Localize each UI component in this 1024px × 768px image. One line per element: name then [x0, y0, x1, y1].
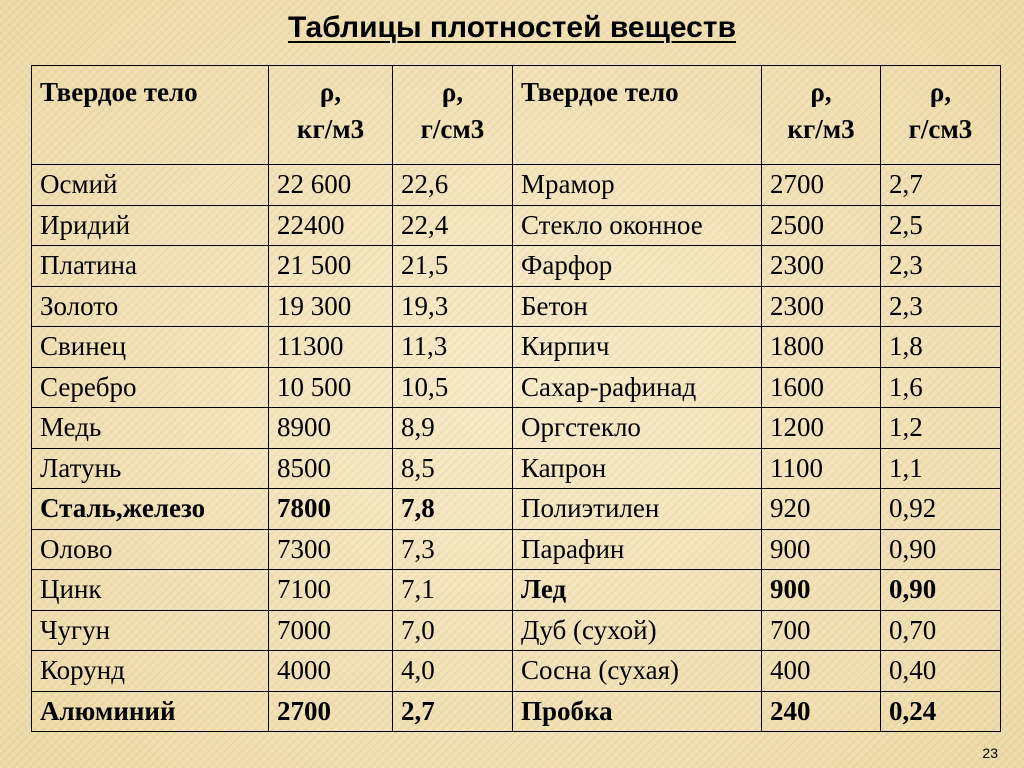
- left-substance-cell: Цинк: [32, 570, 269, 611]
- left-substance-cell: Олово: [32, 529, 269, 570]
- left-density-kg-m3-cell: 4000: [269, 651, 393, 692]
- density-table: [31, 65, 1001, 732]
- left-density-g-cm3-cell: 11,3: [393, 327, 513, 368]
- left-density-kg-m3-cell: 21 500: [269, 246, 393, 287]
- left-density-kg-m3-cell: 19 300: [269, 286, 393, 327]
- right-substance-cell: Пробка: [513, 691, 762, 732]
- header-solid-right: Твердое тело: [513, 66, 762, 165]
- left-density-kg-m3-cell: 2700: [269, 691, 393, 732]
- left-substance-cell: Свинец: [32, 327, 269, 368]
- table-row: [32, 408, 1001, 449]
- table-row: [32, 610, 1001, 651]
- right-density-g-cm3-cell: 2,7: [881, 165, 1001, 206]
- table-row: [32, 691, 1001, 732]
- right-density-g-cm3-cell: 1,2: [881, 408, 1001, 449]
- left-substance-cell: Алюминий: [32, 691, 269, 732]
- right-substance-cell: Лед: [513, 570, 762, 611]
- right-substance-cell: Оргстекло: [513, 408, 762, 449]
- left-density-kg-m3-cell: 10 500: [269, 367, 393, 408]
- right-density-g-cm3-cell: 2,3: [881, 286, 1001, 327]
- left-density-kg-m3-cell: 8500: [269, 448, 393, 489]
- table-row: [32, 286, 1001, 327]
- right-substance-cell: Сосна (сухая): [513, 651, 762, 692]
- table-row: [32, 448, 1001, 489]
- right-density-g-cm3-cell: 2,5: [881, 205, 1001, 246]
- right-substance-cell: Полиэтилен: [513, 489, 762, 530]
- right-density-kg-m3-cell: 700: [762, 610, 881, 651]
- right-substance-cell: Бетон: [513, 286, 762, 327]
- right-density-g-cm3-cell: 0,92: [881, 489, 1001, 530]
- left-density-g-cm3-cell: 7,0: [393, 610, 513, 651]
- left-density-kg-m3-cell: 7000: [269, 610, 393, 651]
- header-density-g-cm3-right: ρ, г/см3: [881, 66, 1001, 165]
- left-density-g-cm3-cell: 7,1: [393, 570, 513, 611]
- right-density-g-cm3-cell: 0,90: [881, 529, 1001, 570]
- left-substance-cell: Иридий: [32, 205, 269, 246]
- right-density-kg-m3-cell: 2700: [762, 165, 881, 206]
- left-density-g-cm3-cell: 22,4: [393, 205, 513, 246]
- right-density-kg-m3-cell: 2500: [762, 205, 881, 246]
- slide-title: [0, 10, 1024, 46]
- left-substance-cell: Золото: [32, 286, 269, 327]
- right-density-kg-m3-cell: 2300: [762, 286, 881, 327]
- header-solid-left: Твердое тело: [32, 66, 269, 165]
- left-density-g-cm3-cell: 7,3: [393, 529, 513, 570]
- header-row: [32, 66, 1001, 165]
- left-density-kg-m3-cell: 11300: [269, 327, 393, 368]
- right-density-g-cm3-cell: 1,6: [881, 367, 1001, 408]
- header-density-kg-m3-right: ρ, кг/м3: [762, 66, 881, 165]
- left-density-g-cm3-cell: 8,5: [393, 448, 513, 489]
- table-row: [32, 165, 1001, 206]
- left-density-kg-m3-cell: 7800: [269, 489, 393, 530]
- header-density-g-cm3-left: ρ, г/см3: [393, 66, 513, 165]
- right-density-g-cm3-cell: 0,90: [881, 570, 1001, 611]
- right-substance-cell: Дуб (сухой): [513, 610, 762, 651]
- right-density-kg-m3-cell: 920: [762, 489, 881, 530]
- page-number: 23: [982, 745, 998, 761]
- left-density-kg-m3-cell: 7300: [269, 529, 393, 570]
- table-row: [32, 246, 1001, 287]
- left-density-g-cm3-cell: 22,6: [393, 165, 513, 206]
- table-row: [32, 205, 1001, 246]
- table-row: [32, 489, 1001, 530]
- left-substance-cell: Латунь: [32, 448, 269, 489]
- right-density-kg-m3-cell: 400: [762, 651, 881, 692]
- right-density-g-cm3-cell: 1,1: [881, 448, 1001, 489]
- right-density-g-cm3-cell: 2,3: [881, 246, 1001, 287]
- left-substance-cell: Платина: [32, 246, 269, 287]
- left-substance-cell: Корунд: [32, 651, 269, 692]
- right-density-kg-m3-cell: 900: [762, 570, 881, 611]
- right-density-g-cm3-cell: 0,40: [881, 651, 1001, 692]
- table-header: [32, 66, 1001, 165]
- left-substance-cell: Медь: [32, 408, 269, 449]
- table-row: [32, 529, 1001, 570]
- right-density-g-cm3-cell: 0,70: [881, 610, 1001, 651]
- right-substance-cell: Парафин: [513, 529, 762, 570]
- table-row: [32, 570, 1001, 611]
- right-substance-cell: Стекло оконное: [513, 205, 762, 246]
- left-density-g-cm3-cell: 10,5: [393, 367, 513, 408]
- right-density-kg-m3-cell: 1200: [762, 408, 881, 449]
- left-substance-cell: Чугун: [32, 610, 269, 651]
- right-density-kg-m3-cell: 2300: [762, 246, 881, 287]
- right-density-kg-m3-cell: 1800: [762, 327, 881, 368]
- right-substance-cell: Сахар-рафинад: [513, 367, 762, 408]
- right-density-kg-m3-cell: 1600: [762, 367, 881, 408]
- left-density-kg-m3-cell: 7100: [269, 570, 393, 611]
- table-row: [32, 651, 1001, 692]
- left-density-g-cm3-cell: 8,9: [393, 408, 513, 449]
- right-density-kg-m3-cell: 1100: [762, 448, 881, 489]
- right-substance-cell: Кирпич: [513, 327, 762, 368]
- left-density-g-cm3-cell: 7,8: [393, 489, 513, 530]
- right-density-g-cm3-cell: 1,8: [881, 327, 1001, 368]
- table-row: [32, 327, 1001, 368]
- right-substance-cell: Мрамор: [513, 165, 762, 206]
- right-density-kg-m3-cell: 240: [762, 691, 881, 732]
- left-density-kg-m3-cell: 22400: [269, 205, 393, 246]
- left-density-g-cm3-cell: 19,3: [393, 286, 513, 327]
- table-row: [32, 367, 1001, 408]
- left-substance-cell: Серебро: [32, 367, 269, 408]
- left-density-g-cm3-cell: 2,7: [393, 691, 513, 732]
- right-density-g-cm3-cell: 0,24: [881, 691, 1001, 732]
- left-density-kg-m3-cell: 8900: [269, 408, 393, 449]
- left-substance-cell: Сталь,железо: [32, 489, 269, 530]
- left-substance-cell: Осмий: [32, 165, 269, 206]
- right-density-kg-m3-cell: 900: [762, 529, 881, 570]
- table-body: [32, 165, 1001, 732]
- left-density-g-cm3-cell: 21,5: [393, 246, 513, 287]
- right-substance-cell: Фарфор: [513, 246, 762, 287]
- left-density-kg-m3-cell: 22 600: [269, 165, 393, 206]
- right-substance-cell: Капрон: [513, 448, 762, 489]
- header-density-kg-m3-left: ρ, кг/м3: [269, 66, 393, 165]
- slide-title-text: Таблицы плотностей веществ: [287, 11, 737, 44]
- left-density-g-cm3-cell: 4,0: [393, 651, 513, 692]
